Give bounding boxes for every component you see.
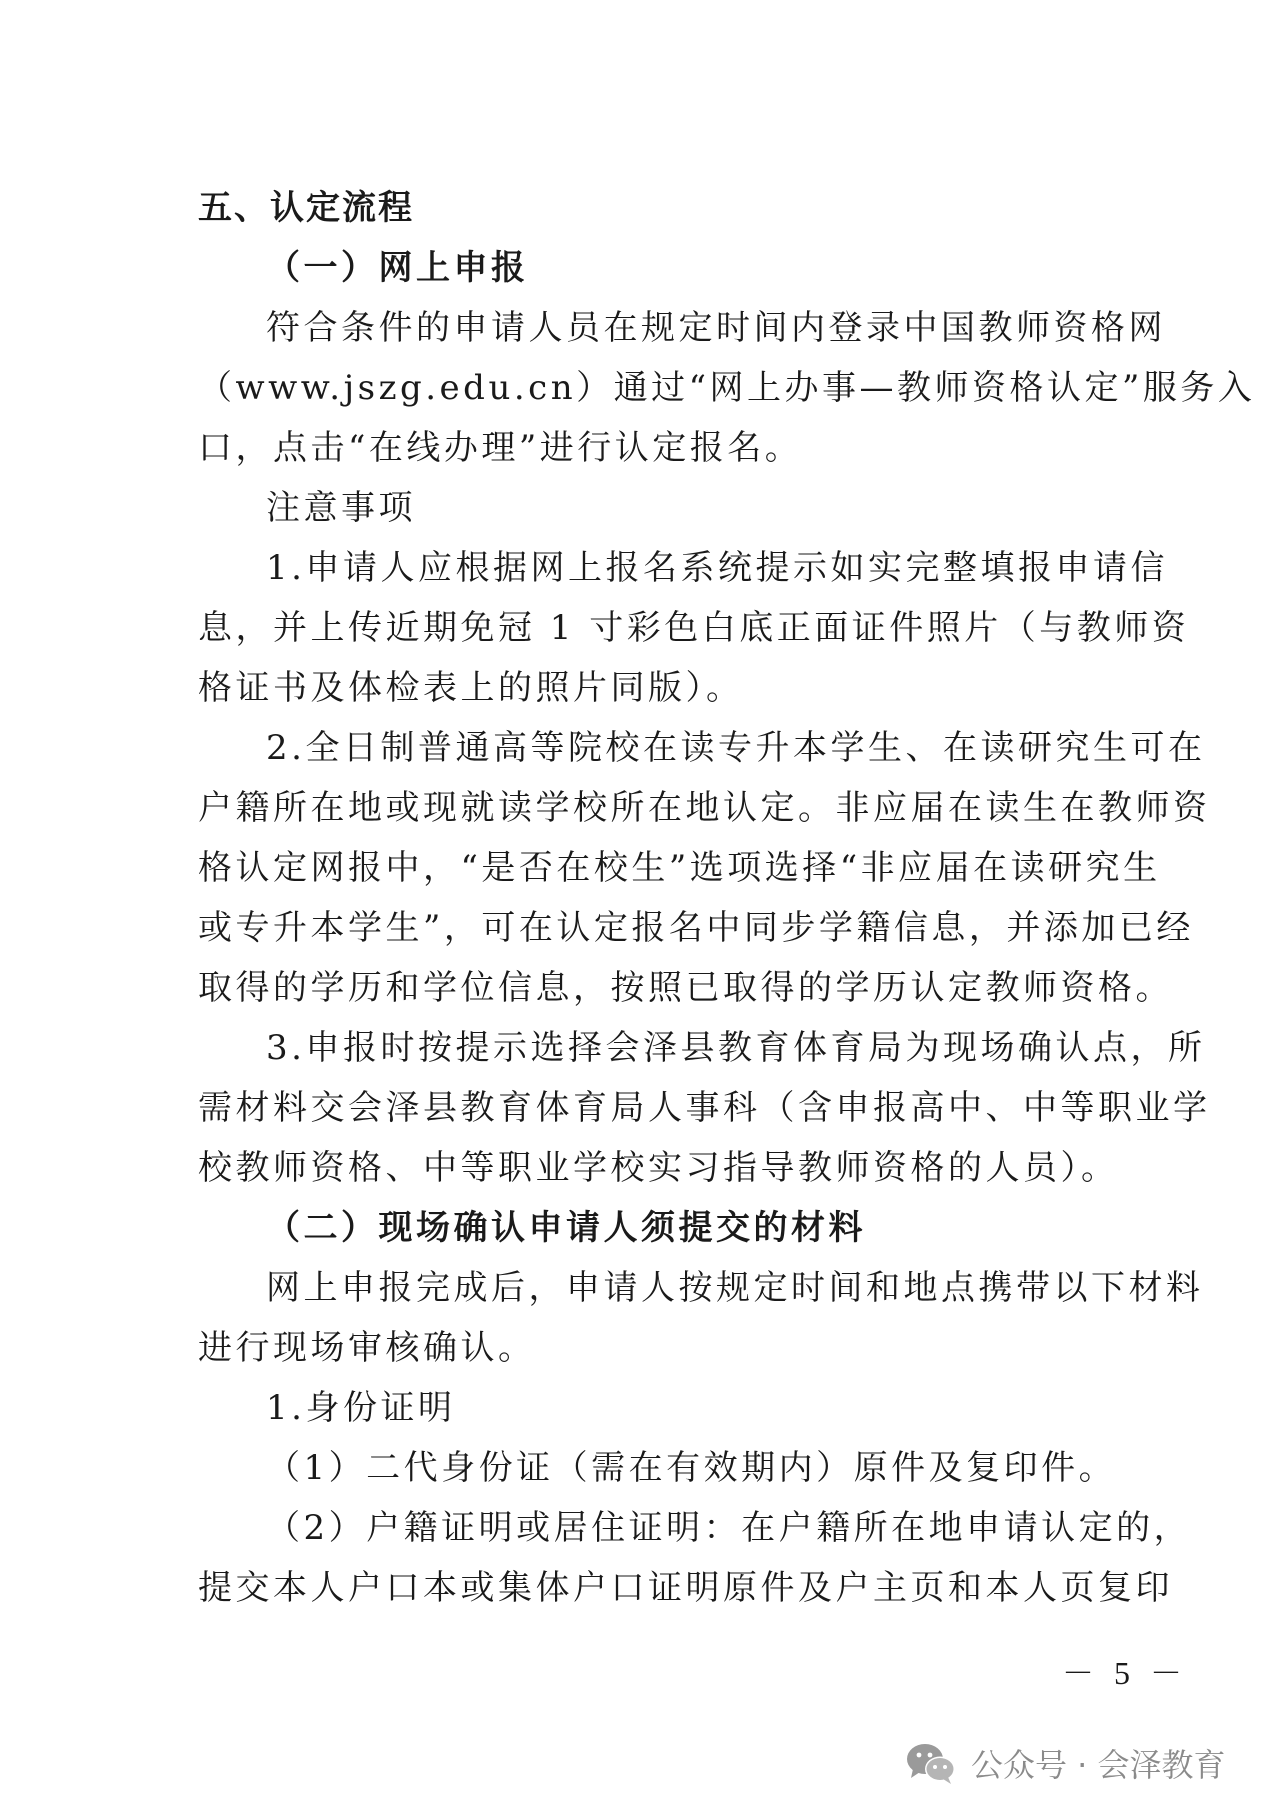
text-line: （2）户籍证明或居住证明：在户籍所在地申请认定的，: [266, 1508, 1192, 1548]
text-line: 格认定网报中，“是否在校生”选项选择“非应届在读研究生: [198, 848, 1161, 888]
text-line: （1）二代身份证（需在有效期内）原件及复印件。: [266, 1448, 1117, 1488]
section-heading: 五、认定流程: [198, 188, 414, 228]
text-line: 或专升本学生”，可在认定报名中同步学籍信息，并添加已经: [198, 908, 1194, 948]
text-line: 需材料交会泽县教育体育局人事科（含申报高中、中等职业学: [198, 1088, 1211, 1128]
text-line: 进行现场审核确认。: [198, 1328, 536, 1368]
text-line: 2.全日制普通高等院校在读专升本学生、在读研究生可在: [266, 728, 1206, 768]
text-line: 校教师资格、中等职业学校实习指导教师资格的人员）。: [198, 1148, 1119, 1188]
text-line: 符合条件的申请人员在规定时间内登录中国教师资格网: [266, 308, 1166, 348]
text-line: 息，并上传近期免冠 1 寸彩色白底正面证件照片（与教师资: [198, 608, 1190, 648]
text-line: 1.身份证明: [266, 1388, 456, 1428]
subsection-heading: （一）网上申报: [266, 248, 529, 288]
wechat-icon: [905, 1741, 957, 1785]
text-line: 提交本人户口本或集体户口证明原件及户主页和本人页复印: [198, 1568, 1173, 1608]
text-line: 取得的学历和学位信息，按照已取得的学历认定教师资格。: [198, 968, 1173, 1008]
text-line: 网上申报完成后，申请人按规定时间和地点携带以下材料: [266, 1268, 1204, 1308]
text-line: （www.jszg.edu.cn）通过“网上办事—教师资格认定”服务入: [198, 368, 1256, 408]
watermark-text: 公众号 · 会泽教育: [971, 1746, 1226, 1784]
document-body: [198, 178, 1256, 1618]
text-line: 口，点击“在线办理”进行认定报名。: [198, 428, 803, 468]
subsection-heading: （二）现场确认申请人须提交的材料: [266, 1208, 866, 1248]
text-line: 格证书及体检表上的照片同版）。: [198, 668, 744, 708]
text-line: 户籍所在地或现就读学校所在地认定。非应届在读生在教师资: [198, 788, 1211, 828]
text-line: 注意事项: [266, 488, 416, 528]
text-line: 1.申请人应根据网上报名系统提示如实完整填报申请信: [266, 548, 1168, 588]
page-number: － 5 －: [1062, 1655, 1189, 1691]
watermark: [905, 1738, 1226, 1788]
text-line: 3.申报时按提示选择会泽县教育体育局为现场确认点，所: [266, 1028, 1206, 1068]
